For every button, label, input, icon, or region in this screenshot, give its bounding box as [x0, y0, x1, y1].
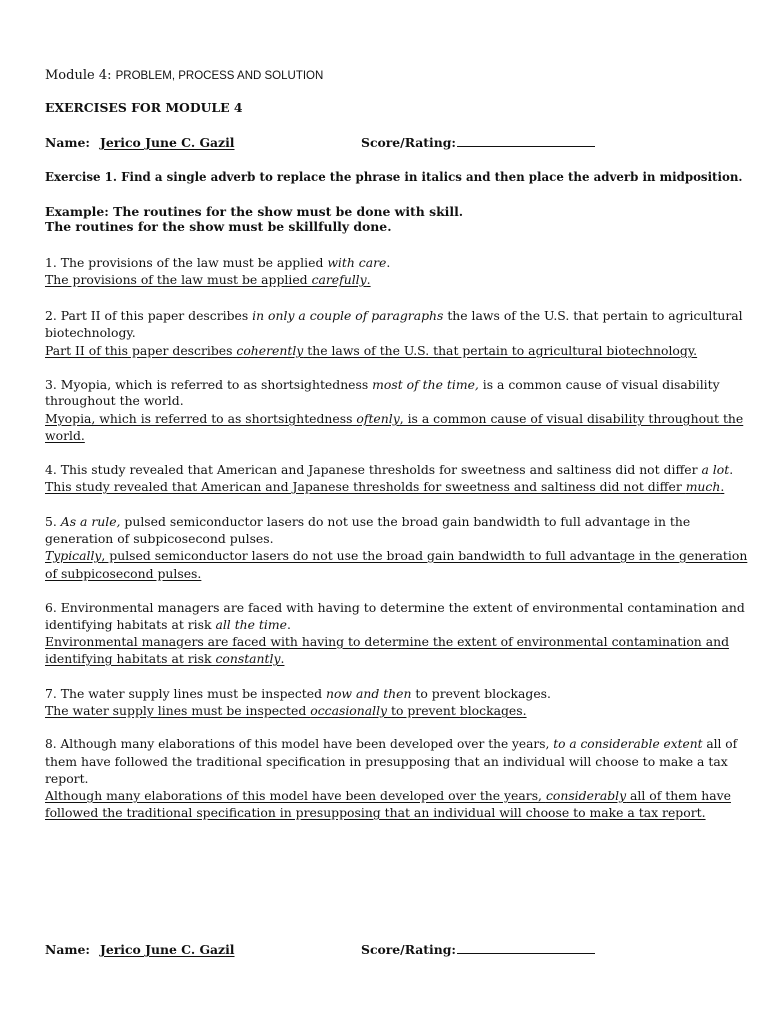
item-8-question: 8. Although many elaborations of this model have been developed over the years, to a considerable extent all of: [45, 737, 738, 751]
exercise-instructions: Exercise 1. Find a single adverb to replace the phrase in italics and then place the adverb in midposition.: [45, 170, 743, 184]
item-7-answer: The water supply lines must be inspected occasionally to prevent blockages.: [45, 703, 527, 718]
footer-name-value: Jerico June C. Gazil: [100, 942, 235, 957]
item-3-question: 3. Myopia, which is referred to as shortsightedness most of the time, is a common cause of visual disability: [45, 377, 720, 392]
name-value: Jerico June C. Gazil: [100, 135, 235, 150]
example-answer: The routines for the show must be skillfully done.: [45, 219, 392, 234]
item-5-question-cont: generation of subpicosecond pulses.: [45, 531, 274, 546]
score-field: Score/Rating:: [361, 135, 595, 150]
item-4-question: 4. This study revealed that American and Japanese thresholds for sweetness and saltiness did not differ a lot.: [45, 462, 734, 477]
exercises-heading: EXERCISES FOR MODULE 4: [45, 100, 243, 115]
item-1-question: 1. The provisions of the law must be applied with care.: [45, 255, 391, 270]
item-5-answer-cont: of subpicosecond pulses.: [45, 566, 202, 581]
name-score-row: [45, 135, 645, 150]
item-2-answer: Part II of this paper describes coherently the laws of the U.S. that pertain to agricultural biotechnology.: [45, 343, 698, 358]
example-sentence: Example: The routines for the show must be done with skill.: [45, 204, 464, 219]
name-label: Name:: [45, 135, 90, 150]
footer-score-field: Score/Rating:: [361, 942, 595, 957]
item-2-question-cont: biotechnology.: [45, 325, 136, 340]
item-3-question-cont: throughout the world.: [45, 393, 184, 408]
item-8-answer: Although many elaborations of this model have been developed over the years, considerably all of them have: [45, 788, 731, 803]
footer-name-score-row: [45, 942, 645, 957]
item-3-answer-cont: world.: [45, 428, 85, 443]
item-4-answer: This study revealed that American and Japanese thresholds for sweetness and saltiness did not differ much.: [45, 479, 725, 494]
item-1-answer: The provisions of the law must be applied carefully.: [45, 272, 371, 287]
score-blank: [457, 135, 595, 147]
item-8-question-cont: them have followed the traditional specification in presupposing that an individual will choose to make a tax: [45, 754, 728, 769]
item-5-question: 5. As a rule, pulsed semiconductor lasers do not use the broad gain bandwidth to full advantage in the: [45, 514, 691, 529]
item-7-question: 7. The water supply lines must be inspected now and then to prevent blockages.: [45, 686, 551, 701]
footer-name-label: Name:: [45, 942, 90, 957]
module-title: Module 4: PROBLEM, PROCESS AND SOLUTION: [45, 68, 324, 83]
item-8-answer-cont: followed the traditional specification in presupposing that an individual will choose to make a tax report.: [45, 805, 706, 820]
item-6-question: 6. Environmental managers are faced with having to determine the extent of environmental contamination and: [45, 600, 745, 615]
footer-score-blank: [457, 942, 595, 954]
item-6-question-cont: identifying habitats at risk all the time.: [45, 617, 291, 632]
item-8-question-cont-2: report.: [45, 771, 89, 786]
item-2-question: 2. Part II of this paper describes in only a couple of paragraphs the laws of the U.S. that pertain to agricultural: [45, 308, 743, 323]
item-3-answer: Myopia, which is referred to as shortsightedness oftenly, is a common cause of visual disability throughout the: [45, 411, 744, 426]
item-6-answer-cont: identifying habitats at risk constantly.: [45, 651, 285, 666]
item-6-answer: Environmental managers are faced with having to determine the extent of environmental contamination and: [45, 634, 730, 649]
item-5-answer: Typically, pulsed semiconductor lasers do not use the broad gain bandwidth to full advantage in the generation: [45, 548, 748, 563]
